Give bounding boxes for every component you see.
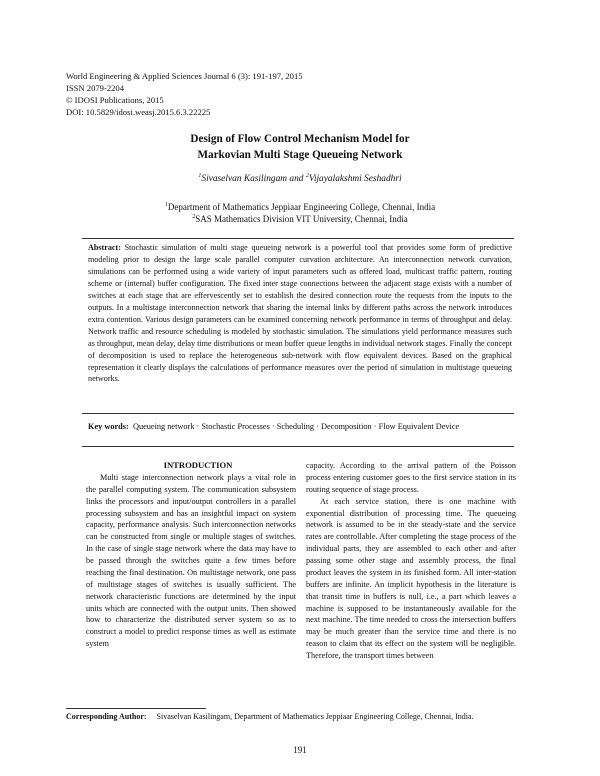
affiliations	[0, 201, 600, 225]
abstract-top-rule	[82, 238, 514, 239]
author-sup-1: 1	[198, 172, 202, 179]
intro-paragraph-3: At each service station, there is one machine with exponential distribution of processing time. The queueing network is assumed to be in the steady-state and the service rates are controllable. After completing the stage process of the individual parts, they are assembled to each other and after passing some other stage and assembly process, the final product leaves the system in its finished form. All inter-station buffers are infinite. An implicit hypothesis in the literature is that transit time in buffers is null, i.e., a part which leaves a machine is supposed to be instantaneously available for the next machine. The time needed to cross the intersection buffers may be much greater than the service time and there is no reason to claim that its effect on the system will be negligible. Therefore, the transport times between	[306, 496, 516, 660]
keywords-label: Key words:	[88, 422, 129, 431]
corresponding-author	[66, 712, 474, 721]
journal-issn: ISSN 2079-2204	[66, 83, 125, 93]
page-number: 191	[293, 745, 307, 755]
abstract	[88, 242, 512, 385]
author-1: Sivaselvan Kasilingam and	[201, 174, 306, 184]
corresponding-author-text: Sivaselvan Kasilingam, Department of Mathematics Jeppiaar Engineering College, Chennai, India.	[156, 712, 474, 721]
affiliation-2	[0, 213, 600, 225]
keywords-bottom-rule	[82, 446, 514, 447]
journal-doi[interactable]: DOI: 10.5829/idosi.weasj.2015.6.3.22225	[66, 107, 211, 117]
intro-paragraph-1: Multi stage interconnection network plays a vital role in the parallel computing system. The communication subsystem links the processors and input/output controllers in a parallel processing subsystem and has an insightful impact on system capacity, performance analysis. Such interconnection networks can be constructed from single or multiple stages of switches. In the case of single stage network where the data may have to be passed through the switches quite a few times before reaching the final destination. On multistage network, one pass of multistage stages of switches is usually sufficient. The network characteristic functions are determined by the input units which are connected with the output units. Then showed how to characterize the distributed server system so as to construct a model to predict response times as well as estimate system	[86, 472, 296, 649]
title-line-2: Markovian Multi Stage Queueing Network	[197, 149, 403, 161]
abstract-label: Abstract:	[88, 243, 121, 252]
corresponding-author-label: Corresponding Author:	[66, 712, 147, 721]
affil-sup-2: 2	[192, 214, 196, 220]
author-sup-2: 2	[305, 172, 309, 179]
journal-header	[66, 70, 303, 118]
intro-paragraph-2: capacity. According to the arrival pattern of the Poisson process entering customer goes to the first service station in its routing sequence of stage process.	[306, 461, 516, 494]
footnote-rule	[66, 708, 206, 709]
left-column	[86, 460, 296, 650]
affil-sup-1: 1	[164, 202, 168, 208]
affiliation-1	[0, 201, 600, 213]
affil-2-text: SAS Mathematics Division VIT University, Chennai, India	[195, 214, 408, 224]
affil-1-text: Department of Mathematics Jeppiaar Engineering College, Chennai, India	[167, 202, 436, 212]
journal-citation: World Engineering & Applied Sciences Journal 6 (3): 191-197, 2015	[66, 71, 303, 81]
author-line	[0, 174, 600, 184]
keywords-text: Queueing network · Stochastic Processes · Scheduling · Decomposition · Flow Equivalent Device	[132, 422, 460, 431]
keywords	[88, 421, 512, 433]
paper-title	[0, 131, 600, 163]
abstract-bottom-rule	[82, 413, 514, 414]
abstract-text: Stochastic simulation of multi stage queueing network is a powerful tool that provides some form of predictive modeling prior to design the large scale parallel computer curvation architecture. An interconnection network curvation, simulations can be performed using a wide variety of input parameters such as offered load, multicast traffic pattern, routing scheme or (internal) buffer configuration. The fixed inter stage connections between the adjacent stage exists with a number of switches at each stage that are effervescently set to establish the desired connection route the requests from the inputs to the outputs. In a multistage interconnection network that sharing the internal links by different paths across the network introduces extra contention. Various design parameters can be examined concerning network performance in terms of throughput and delay. Network traffic and resource scheduling is modeled by stochastic simulation. The simulations yield performance measures such as throughput, mean delay, delay time distributions or mean buffer queue lengths in individual network stages. Finally the concept of decomposition is used to replace the heterogeneous sub-network with flow equivalent devices. Based on the graphical representation it clearly displays the calculations of performance measures over the period of simulation in multistage queueing networks.	[88, 243, 512, 384]
title-line-1: Design of Flow Control Mechanism Model for	[190, 133, 410, 145]
journal-copyright: © IDOSI Publications, 2015	[66, 95, 164, 105]
author-2: Vijayalakshmi Seshadhri	[308, 174, 402, 184]
right-column	[306, 460, 516, 662]
introduction-heading: INTRODUCTION	[163, 460, 233, 470]
